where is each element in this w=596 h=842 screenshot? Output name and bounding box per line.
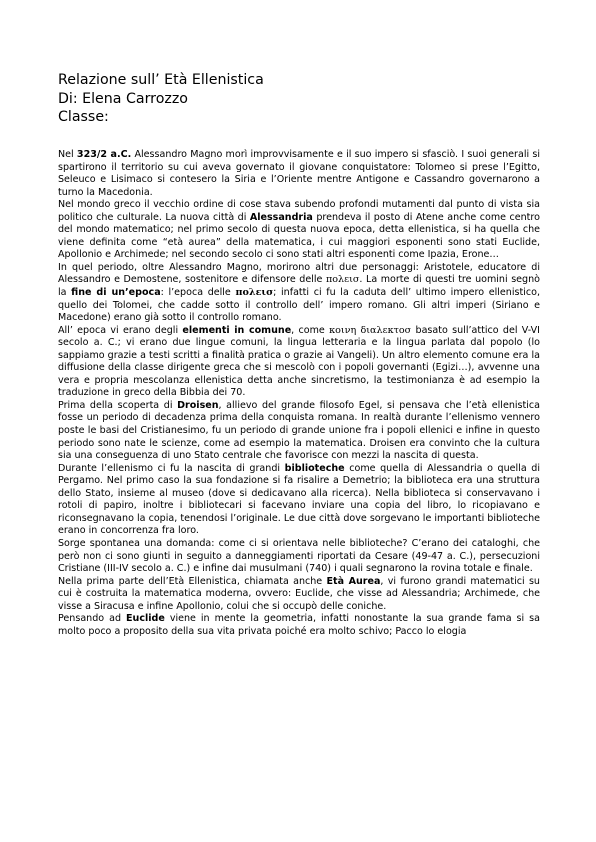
bold-term: 323/2 a.C.	[76, 149, 132, 160]
bold-term: Alessandria	[249, 211, 313, 223]
paragraph	[58, 538, 540, 576]
document-header	[58, 71, 264, 127]
text-run: Prima della scoperta di	[58, 399, 178, 411]
text-run: Nella prima parte dell’Età Ellenistica, chiamata anche	[58, 575, 327, 587]
text-run: viene in mente la geometria, infatti nonostante la sua grande fama si sa molto poco a proposito della sua vita privata poiché era molto schivo; Pacco lo elogia	[58, 613, 540, 637]
text-run: In quel periodo, oltre Alessandro Magno, morirono altri due personaggi: Aristotele, educatore di Alessandro e Demostene, sostenitore e difensore delle	[58, 261, 540, 286]
text-run: Sorge spontanea una domanda: come ci si orientava nelle biblioteche? C’erano dei cataloghi, che però non ci sono giunti in seguito a danneggiamenti riportati da Cesare (49-47 a. C.), persecuzioni Cristiane (III-IV secolo a. C.) e infine dai musulmani (740) i quali segnarono la rovina totale e finale.	[58, 537, 540, 575]
text-run: Nel	[58, 149, 77, 160]
paragraph	[58, 400, 540, 463]
bold-term: elementi in comune	[182, 324, 292, 336]
paragraph	[58, 325, 540, 400]
text-run: ; infatti ci fu la caduta dell’ ultimo impero ellenistico, quello dei Tolomei, che cadde sotto il controllo dell’ impero romano. Gli altri imperi (Siriano e Macedone) erano già sotto il controllo romano.	[58, 287, 540, 324]
class-line: Classe:	[58, 109, 109, 125]
text-run: Durante l’ellenismo ci fu la nascita di grandi	[58, 462, 285, 474]
paragraph	[58, 613, 540, 638]
bold-term: Droisen	[177, 399, 219, 411]
paragraph	[58, 262, 540, 325]
text-run: . La morte di questi tre uomini segnò la	[58, 274, 540, 299]
text-run: come quella di Alessandria o quella di Pergamo. Nel primo caso la sua fondazione si fa risalire a Demetrio; la biblioteca era una struttura dello Stato, insieme al museo (dove si dedicavano alla ricerca). Nella biblioteca si conservavano i rotoli di papiro, inoltre i bibliotecari si facevano inviare una copia del libro, lo ricopiavano e riconsegnavano la copia, tenendosi l’originale. Le due città dove sorgevano le importanti biblioteche erano in concorrenza fra loro.	[58, 462, 540, 537]
document-body	[58, 149, 540, 638]
author-line: Di: Elena Carrozzo	[58, 90, 188, 107]
text-run: All’ epoca vi erano degli	[58, 324, 183, 336]
text-run: basato sull’attico del V-VI secolo a. C.; vi erano due lingue comuni, la lingua letteraria e la lingua parlata dal popolo (lo sappiamo grazie a testi scritti a finalità pratica o grazie ai Vangeli). Un altro elemento comune era la diffusione della classe dirigente greca che si mescolò con i popoli governanti (Egizi…), avvenne una vera e propria mescolanza ellenistica detta anche sincretismo, la testimonianza è ad esempio la traduzione in greco della Bibbia dei 70.	[58, 324, 540, 399]
text-run: Pensando ad	[58, 613, 126, 625]
greek-bold-term: πολεισ	[235, 287, 274, 299]
paragraph	[58, 463, 540, 538]
greek-term: πολεισ	[325, 274, 360, 286]
text-run: prendeva il posto di Atene anche come centro del mondo matematico; nel primo secolo di questa nuova epoca, detta ellenistica, si ha quella che viene definita come “età aurea” della matematica, i cui maggiori esponenti sono stati Euclide, Apollonio e Archimede; nel secondo secolo ci sono stati altri esponenti come Ipazia, Erone…	[58, 211, 540, 261]
bold-term: biblioteche	[284, 462, 345, 474]
text-run: : l’epoca delle	[160, 287, 236, 299]
greek-term: κοινη διαλεκτοσ	[329, 324, 412, 336]
document-title: Relazione sull’ Età Ellenistica	[58, 72, 264, 88]
paragraph	[58, 149, 540, 199]
bold-term: Età Aurea	[326, 575, 381, 587]
bold-term: Euclide	[126, 613, 165, 625]
text-run: , vi furono grandi matematici su cui è costruita la matematica moderna, ovvero: Euclide, che visse ad Alessandria; Archimede, che visse a Siracusa e infine Apollonio, colui che si occupò delle coniche.	[58, 575, 540, 612]
text-run: Alessandro Magno morì improvvisamente e il suo impero si sfasciò. I suoi generali si spartirono il territorio su cui aveva governato il giovane conquistatore: Tolomeo si prese l’Egitto, Seleuco e Lisimaco si contesero la Siria e l’Oriente mentre Antigone e Cassandro governarono a turno la Macedonia.	[58, 149, 540, 198]
paragraph	[58, 199, 540, 262]
text-run: Nel mondo greco il vecchio ordine di cose stava subendo profondi mutamenti dal punto di vista sia politico che culturale. La nuova città di	[58, 199, 540, 223]
text-run: , allievo del grande filosofo Egel, si pensava che l’età ellenistica fosse un periodo di decadenza prima della conquista romana. In realtà durante l’ellenismo vennero poste le basi del Cristianesimo, fu un periodo di grande unione fra i popoli ellenici e infine in questo periodo sono nate le scienze, come ad esempio la matematica. Droisen era convinto che la cultura sia una conseguenza di uno Stato centrale che favorisce con mezzi la nascita di questa.	[58, 399, 540, 462]
bold-term: fine di un’epoca	[71, 287, 161, 299]
text-run: , come	[291, 324, 330, 336]
paragraph	[58, 576, 540, 614]
